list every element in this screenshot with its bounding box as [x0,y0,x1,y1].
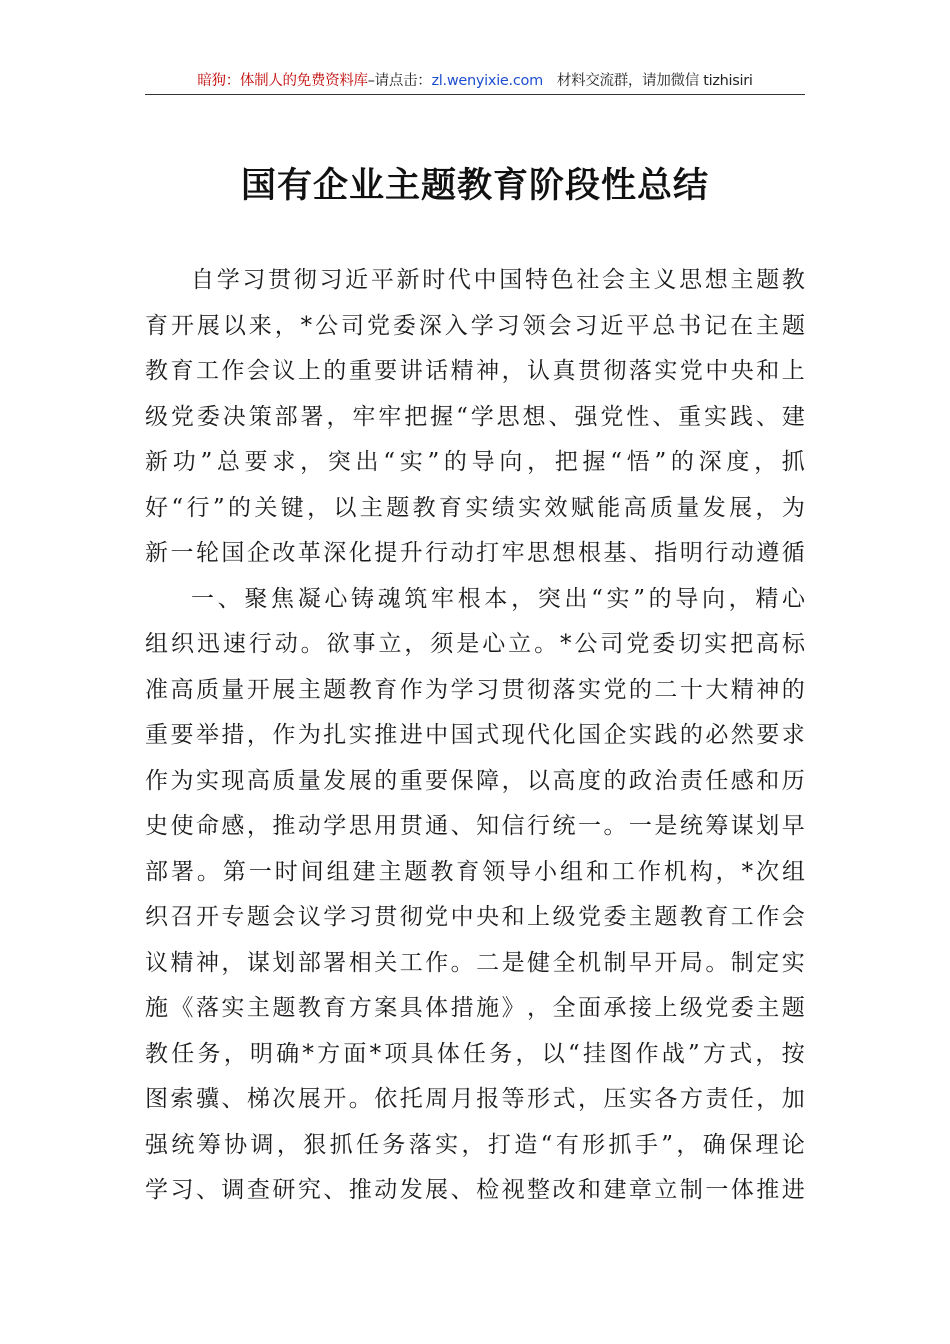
body-line: 史 使 命 感 ， 推 动 学 思 用 贯 通 、 知 信 行 统 一 。 一 是 统 筹 谋 划 早 [145,813,805,839]
body-line: 施 《 落 实 主 题 教 育 方 案 具 体 措 施 》 ， 全 面 承 接 上 级 党 委 主 题 [145,995,805,1021]
header-url-link[interactable]: zl.wenyixie.com [431,73,543,89]
header-click-prompt: –请点击： [367,73,432,89]
body-line: 织 召 开 专 题 会 议 学 习 贯 彻 党 中 央 和 上 级 党 委 主 题 教 育 工 作 会 [145,904,805,930]
body-line: 准 高 质 量 开 展 主 题 教 育 作 为 学 习 贯 彻 落 实 党 的 二 十 大 精 神 的 [145,676,805,703]
body-line: 新 一 轮 国 企 改 革 深 化 提 升 行 动 打 牢 思 想 根 基 、 指 明 行 动 遵 循 [145,540,805,566]
body-line: 好 “ 行 ” 的 关 键 ， 以 主 题 教 育 实 绩 实 效 赋 能 高 质 量 发 展 ， 为 [145,494,805,521]
body-line: 自 学 习 贯 彻 习 近 平 新 时 代 中 国 特 色 社 会 主 义 思 想 主 题 教 [191,267,805,293]
body-line: 教 任 务 ， 明 确 * 方 面 * 项 具 体 任 务 ， 以 “ 挂 图 作 战 ” 方 式 ， 按 [145,1040,805,1067]
header-site-label: 暗狗：体制人的免费资料库 [197,73,368,89]
body-line: 强 统 筹 协 调 ， 狠 抓 任 务 落 实 ， 打 造 “ 有 形 抓 手 ” ， 确 保 理 论 [145,1131,805,1158]
document-body [145,258,805,1214]
body-line: 一 、 聚 焦 凝 心 铸 魂 筑 牢 根 本 ， 突 出 “ 实 ” 的 导 向 ， 精 心 [191,585,805,612]
body-line: 议 精 神 ， 谋 划 部 署 相 关 工 作 。 二 是 健 全 机 制 早 开 局 。 制 定 实 [145,949,805,976]
body-line: 图 索 骥 、 梯 次 展 开 。 依 托 周 月 报 等 形 式 ， 压 实 各 方 责 任 ， 加 [145,1086,805,1112]
document-title: 国有企业主题教育阶段性总结 [240,165,709,206]
body-line: 部 署 。 第 一 时 间 组 建 主 题 教 育 领 导 小 组 和 工 作 机 构 ， * 次 组 [145,858,805,885]
header-wechat-note: 材料交流群，请加微信 tizhisiri [556,73,753,89]
body-line: 新 功 ” 总 要 求 ， 突 出 “ 实 ” 的 导 向 ， 把 握 “ 悟 ” 的 深 度 ， 抓 [145,449,805,475]
body-line: 组 织 迅 速 行 动 。 欲 事 立 ， 须 是 心 立 。 * 公 司 党 委 切 实 把 高 标 [145,631,805,657]
body-line: 作 为 实 现 高 质 量 发 展 的 重 要 保 障 ， 以 高 度 的 政 治 责 任 感 和 历 [145,767,805,794]
page-header [145,68,805,95]
body-line: 级 党 委 决 策 部 署 ， 牢 牢 把 握 “ 学 思 想 、 强 党 性 、 重 实 践 、 建 [145,403,805,430]
body-line: 重 要 举 措 ， 作 为 扎 实 推 进 中 国 式 现 代 化 国 企 实 践 的 必 然 要 求 [145,722,805,748]
body-line: 教 育 工 作 会 议 上 的 重 要 讲 话 精 神 ， 认 真 贯 彻 落 实 党 中 央 和 上 [145,358,805,384]
body-line: 学 习 、 调 查 研 究 、 推 动 发 展 、 检 视 整 改 和 建 章 立 制 一 体 推 进 [145,1177,805,1203]
body-line: 育 开 展 以 来 ， * 公 司 党 委 深 入 学 习 领 会 习 近 平 总 书 记 在 主 题 [145,312,805,339]
